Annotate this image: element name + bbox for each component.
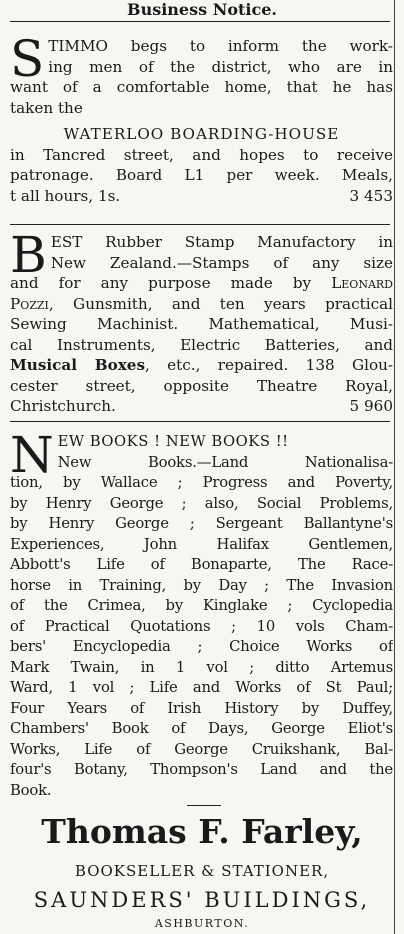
- ad-line: cal Instruments, Electric Batteries, and: [10, 335, 393, 354]
- ad-line: Chambers' Book of Days, George Eliot's: [10, 720, 393, 737]
- ad-line: horse in Training, by Day ; The Invasion: [10, 576, 393, 594]
- ad-divider: [10, 224, 390, 225]
- ad-line: [10, 396, 393, 417]
- ad-line: [10, 186, 393, 207]
- ad-line: Works, Life of George Cruikshank, Bal-: [10, 740, 393, 758]
- ad-line: tion, by Wallace ; Progress and Poverty,: [10, 474, 393, 491]
- ad-name: Leonard: [331, 274, 393, 292]
- ad-line: of Practical Quotations ; 10 vols Cham-: [10, 617, 393, 635]
- ad-line: Sewing Machinist. Mathematical, Musi-: [10, 315, 393, 333]
- ad-line: Mark Twain, in 1 vol ; ditto Artemus: [10, 658, 393, 676]
- column-rule: [394, 0, 395, 934]
- ad-line: cester street, opposite Theatre Royal,: [10, 376, 393, 395]
- ad-line: New Books.—Land Nationalisa-: [57, 453, 393, 471]
- ad-line: want of a comfortable home, that he has: [10, 78, 393, 96]
- ad-text: and for any purpose made by: [10, 274, 332, 292]
- ad-rubber-stamp: [10, 226, 393, 417]
- ad-line: WATERLOO BOARDING-HOUSE: [63, 125, 340, 143]
- bookseller-trade: BOOKSELLER & STATIONER,: [74, 862, 330, 880]
- ad-line: four's Botany, Thompson's Land and the: [10, 761, 393, 778]
- ad-line: TIMMO begs to inform the work-: [48, 37, 393, 55]
- ad-boarding-house: [10, 30, 393, 206]
- ad-name: Pozzi: [10, 294, 49, 313]
- ad-bold: Musical Boxes: [10, 356, 146, 374]
- ad-ref: 3 453: [349, 186, 393, 205]
- ad-line: bers' Encyclopedia ; Choice Works of: [10, 638, 393, 655]
- ad-line: ing men of the district, who are in: [48, 57, 393, 76]
- ad-line: [10, 273, 393, 294]
- ad-line: Four Years of Irish History by Duffey,: [10, 699, 393, 717]
- ad-line: Ward, 1 vol ; Life and Works of St Paul;: [10, 679, 393, 696]
- ad-line: Experiences, John Halifax Gentlemen,: [10, 535, 393, 553]
- ad-line: EW BOOKS ! NEW BOOKS !!: [57, 433, 289, 450]
- ad-line: EST Rubber Stamp Manufactory in: [50, 233, 393, 251]
- ad-line: [10, 294, 393, 315]
- ad-divider: [10, 421, 390, 422]
- bookseller-address: SAUNDERS' BUILDINGS,: [33, 888, 371, 912]
- ad-text: , Gunsmith, and ten years practical: [48, 294, 393, 313]
- ad-line: taken the: [10, 98, 83, 117]
- bookseller-town: ASHBURTON.: [154, 917, 250, 930]
- ad-line: [10, 355, 393, 376]
- ad-new-books: [10, 426, 393, 801]
- ad-line: by Henry George ; also, Social Problems,: [10, 494, 393, 512]
- heading-rule: [10, 21, 390, 22]
- ad-line: patronage. Board L1 per week. Meals,: [10, 166, 393, 184]
- ad-line: of the Crimea, by Kinglake ; Cyclopedia: [10, 597, 393, 614]
- dropcap-s: S: [10, 30, 45, 88]
- dropcap-b: B: [10, 226, 47, 284]
- ad-line: New Zealand.—Stamps of any size: [50, 253, 393, 272]
- ad-line: in Tancred street, and hopes to receive: [10, 145, 393, 164]
- bookseller-name: Thomas F. Farley,: [41, 812, 363, 851]
- ad-text: Christchurch.: [10, 397, 116, 415]
- ad-line: by Henry George ; Sergeant Ballantyne's: [10, 515, 393, 532]
- ad-line: Abbott's Life of Bonaparte, The Race-: [10, 556, 393, 573]
- ad-text: , etc., repaired. 138 Glou-: [145, 356, 393, 374]
- section-heading: Business Notice.: [127, 0, 277, 19]
- ad-text: t all hours, 1s.: [10, 186, 121, 205]
- signature-rule: [187, 805, 221, 806]
- ad-ref: 5 960: [349, 397, 393, 415]
- ad-line: Book.: [10, 781, 52, 799]
- dropcap-n: N: [10, 426, 54, 484]
